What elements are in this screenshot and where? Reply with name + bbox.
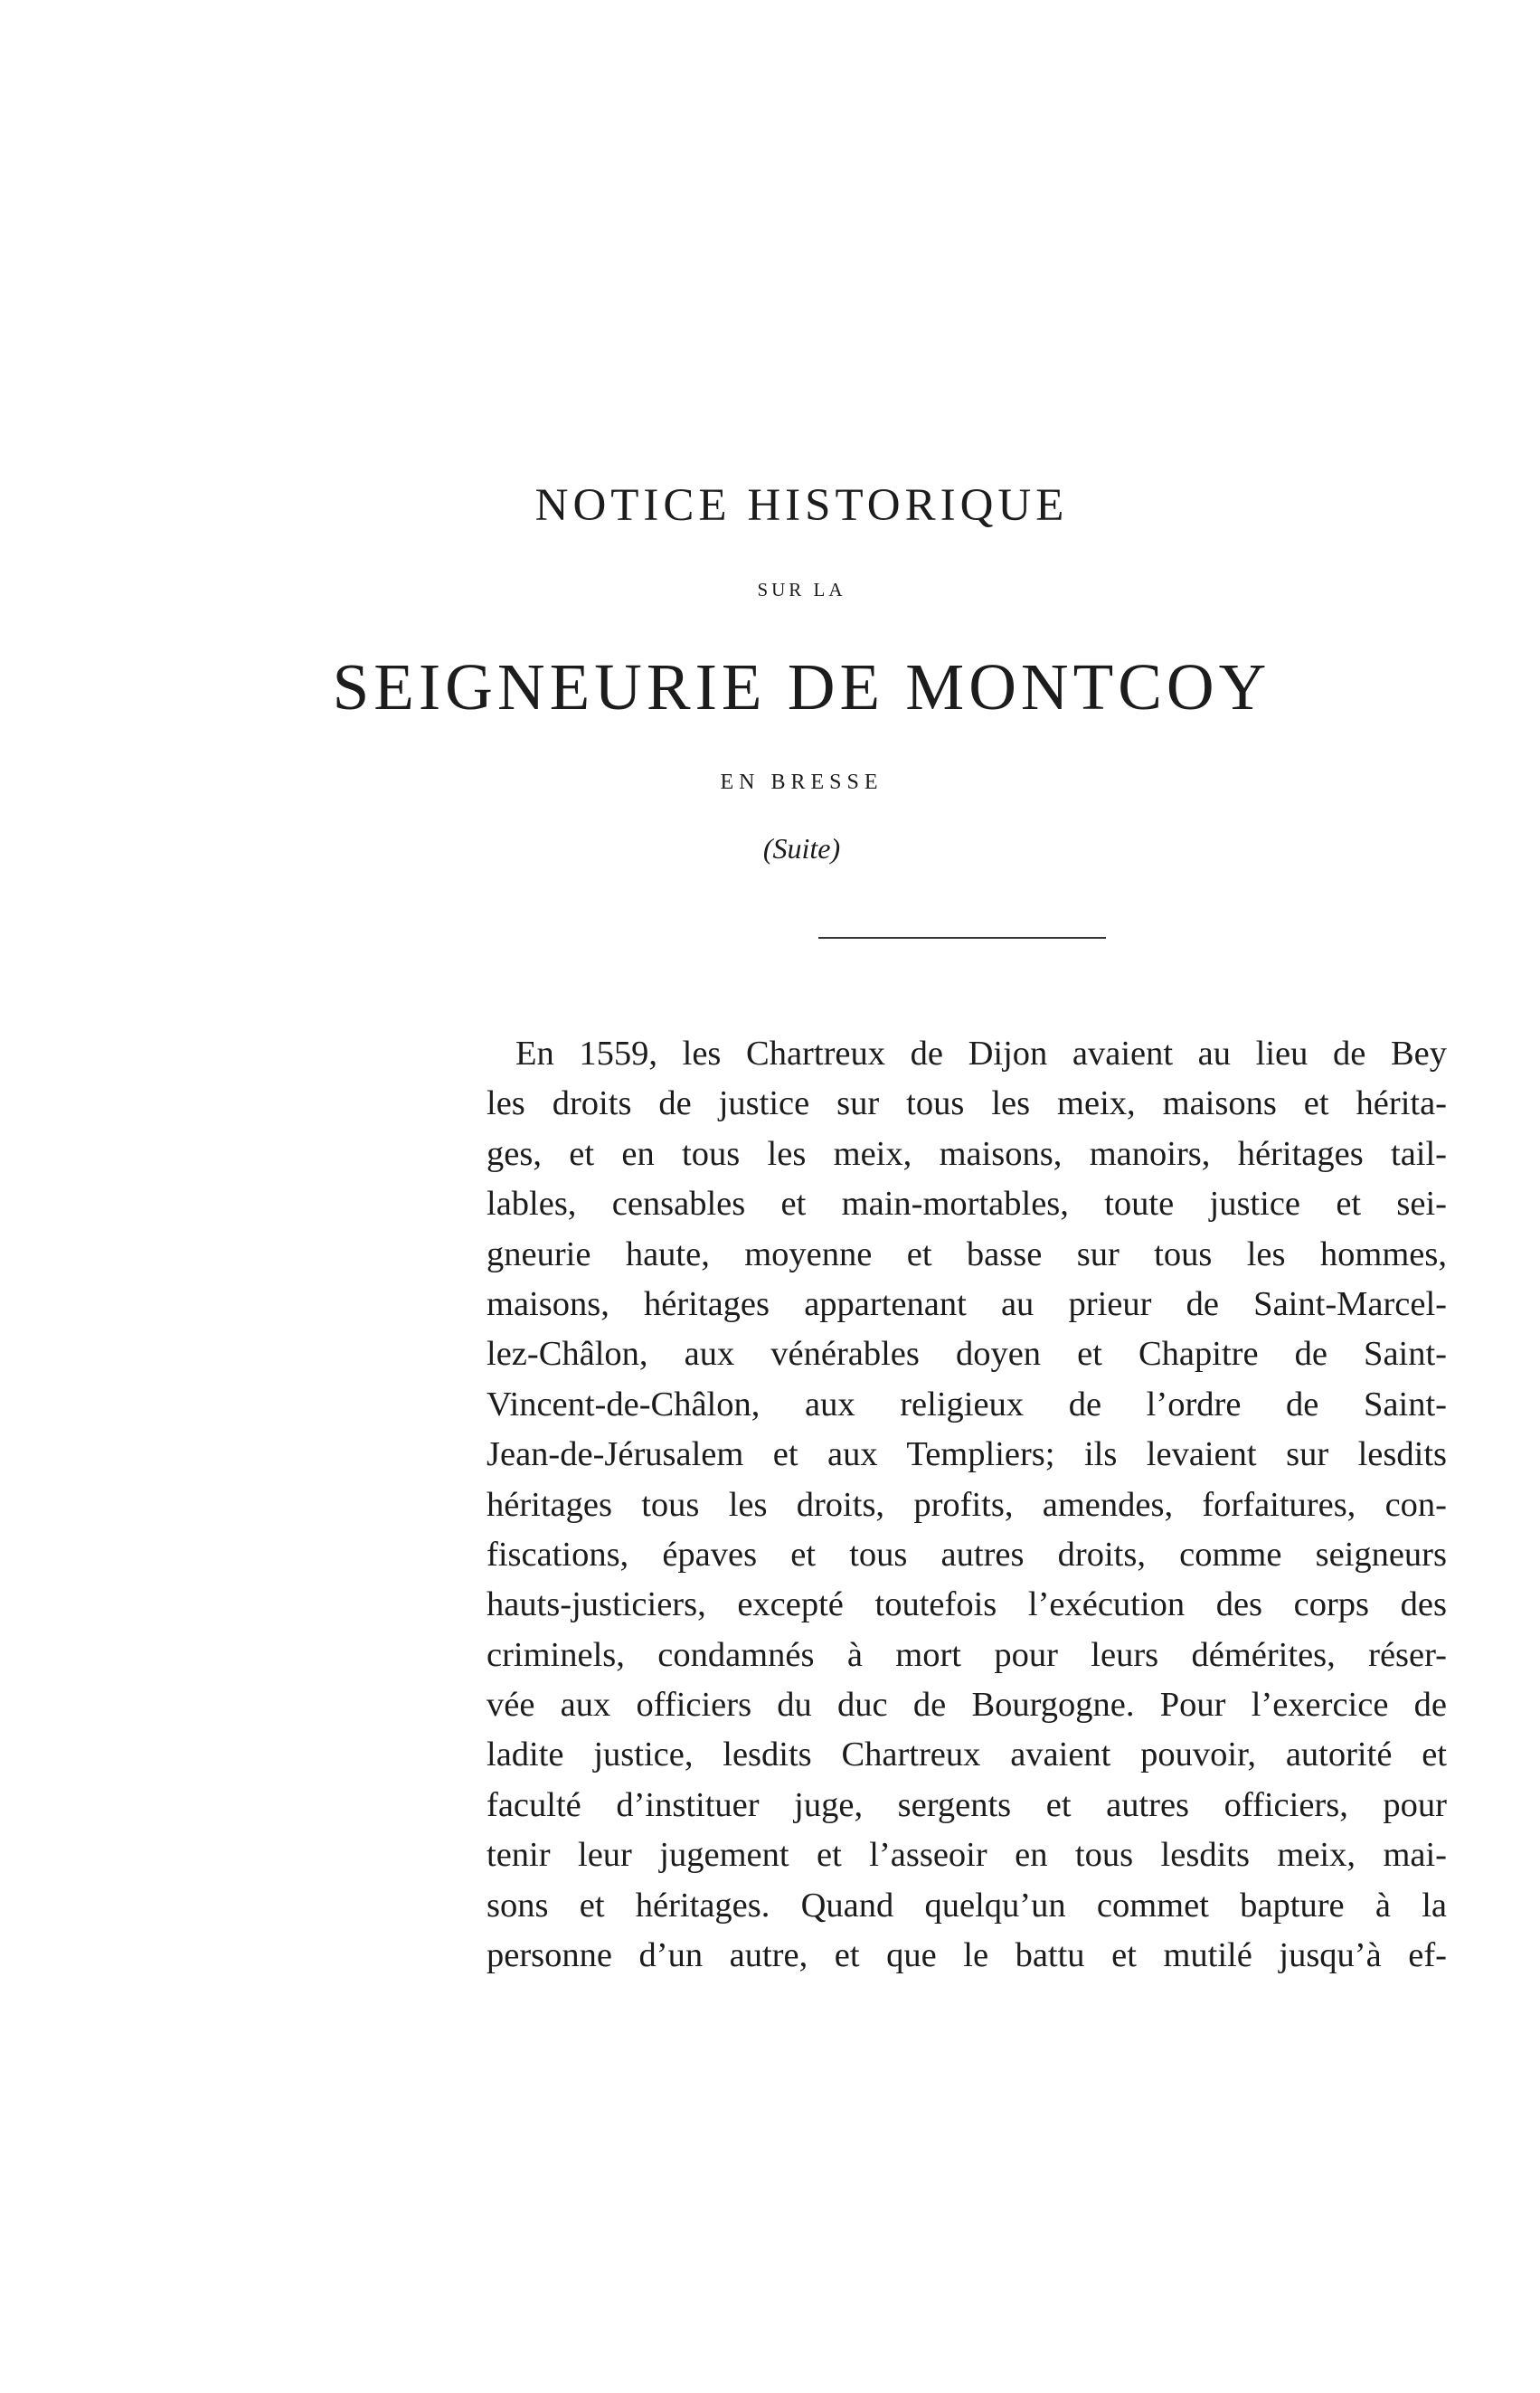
region-subheading: EN BRESSE: [720, 771, 883, 794]
body-line: gneurie haute, moyenne et basse sur tous les hommes,: [487, 1234, 1447, 1273]
body-line: Jean-de-Jérusalem et aux Templiers; ils levaient sur lesdits: [487, 1435, 1447, 1474]
main-title: SEIGNEURIE DE MONTCOY: [332, 650, 1271, 724]
body-line: hauts-justiciers, excepté toutefois l’exécution des corps des: [487, 1585, 1447, 1624]
body-line: vée aux officiers du duc de Bourgogne. Pour l’exercice de: [487, 1686, 1447, 1725]
suite-note: (Suite): [762, 832, 841, 865]
notice-heading: NOTICE HISTORIQUE: [534, 480, 1069, 531]
body-line: tenir leur jugement et l’asseoir en tous lesdits meix, mai-: [487, 1836, 1447, 1875]
body-line: ges, et en tous les meix, maisons, manoirs, héritages tail-: [487, 1134, 1447, 1173]
body-line: lez-Châlon, aux vénérables doyen et Chapitre de Saint-: [487, 1335, 1447, 1374]
body-line: maisons, héritages appartenant au prieur de Saint-Marcel-: [487, 1284, 1447, 1323]
body-line: personne d’un autre, et que le battu et mutilé jusqu’à ef-: [487, 1936, 1447, 1975]
sur-la-subheading: SUR LA: [757, 579, 846, 601]
body-line: ladite justice, lesdits Chartreux avaient pouvoir, autorité et: [487, 1736, 1447, 1774]
heading-divider: [818, 937, 1106, 939]
body-line: Vincent-de-Châlon, aux religieux de l’ordre de Saint-: [487, 1385, 1447, 1424]
body-line: En 1559, les Chartreux de Dijon avaient au lieu de Bey: [515, 1035, 1447, 1073]
body-line: fiscations, épaves et tous autres droits, comme seigneurs: [487, 1535, 1447, 1574]
body-line: faculté d’instituer juge, sergents et autres officiers, pour: [487, 1785, 1447, 1824]
body-line: les droits de justice sur tous les meix, maisons et hérita-: [487, 1084, 1447, 1123]
body-paragraph: [487, 1029, 1447, 1981]
body-line: sons et héritages. Quand quelqu’un commet bapture à la: [487, 1886, 1447, 1925]
body-line: criminels, condamnés à mort pour leurs démérites, réser-: [487, 1635, 1447, 1674]
body-line: héritages tous les droits, profits, amendes, forfaitures, con-: [487, 1485, 1447, 1524]
body-line: lables, censables et main-mortables, toute justice et sei-: [487, 1185, 1447, 1224]
